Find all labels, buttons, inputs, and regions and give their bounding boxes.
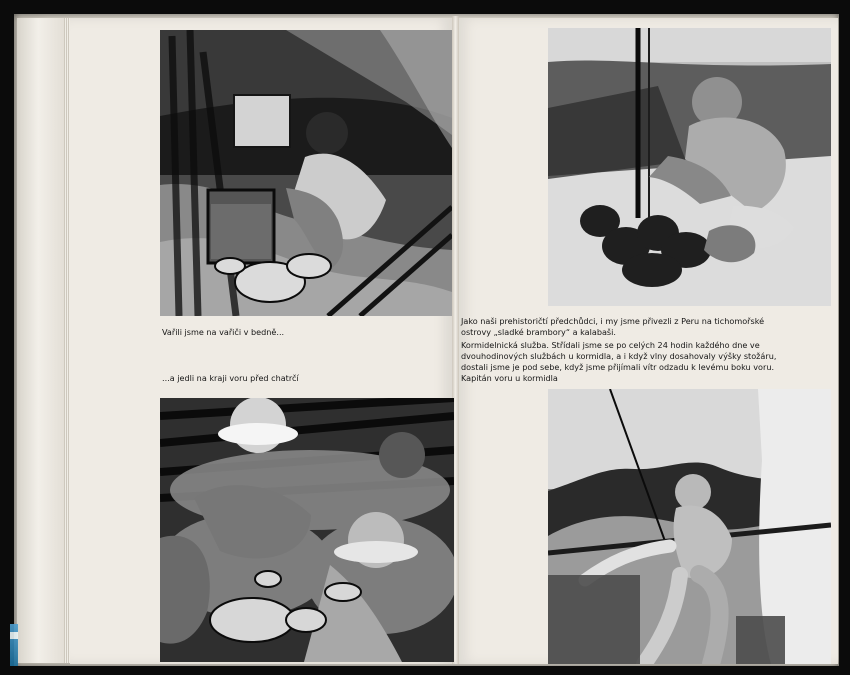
caption-sweet-potatoes: Jako naši prehistoričtí předchůdci, i my jsme přivezli z Peru na tichomořské ostrovy „sladké brambory“ a kalabaši. [461,316,765,337]
photo-eating-illustration [160,398,454,662]
caption-eating: ...a jedli na kraji voru před chatrčí [162,373,299,383]
photo-cooking-illustration [160,30,452,316]
photo-helm-illustration [548,389,831,664]
bookmark-tab [10,624,18,666]
photo-man-with-sweet-potatoes [548,28,831,306]
photo-eating-on-raft [160,398,454,662]
photo-cooking-on-raft [160,30,452,316]
caption-steering-duty: Kormidelnická služba. Střídali jsme se po celých 24 hodin každého dne ve dvouhodinových službách u kormidla, a i když vlny dosahovaly výšky stožáru, dostali jsme je pod sebe, když jsme přijímali vítr odzadu k levému boku voru. Kapitán voru u kormidla [461,340,777,383]
photo-captain-at-helm [548,389,831,664]
caption-cooking: Vařili jsme na vařiči v bedně... [162,327,285,337]
page-edge-stack [17,18,71,663]
photo-sweet-potatoes-illustration [548,28,831,306]
